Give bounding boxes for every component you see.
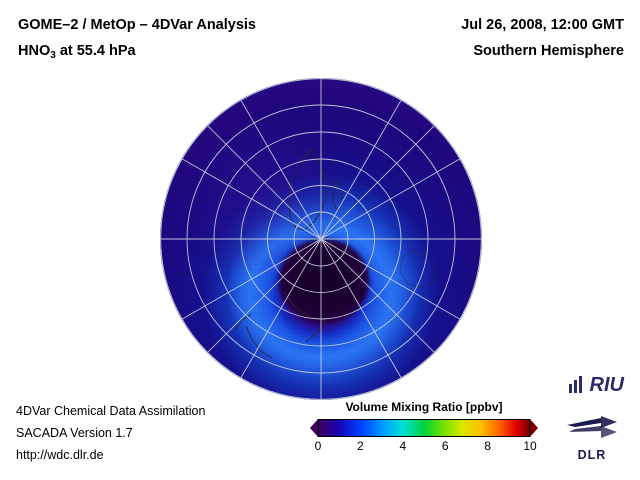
footer-line-1: 4DVar Chemical Data Assimilation [16,404,206,418]
species-level: at 55.4 hPa [55,43,136,59]
graticule-overlay [160,78,482,400]
footer-line-2: SACADA Version 1.7 [16,426,133,440]
colorbar-tick: 8 [484,439,491,453]
figure-title: GOME–2 / MetOp – 4DVar Analysis [18,17,256,33]
species-subscript: 3 [50,50,56,61]
figure-subtitle [18,38,256,69]
colorbar [312,400,536,455]
colorbar-tick: 0 [314,439,322,453]
footer-credits [16,400,205,466]
dlr-logo [560,414,624,462]
footer-url[interactable]: http://wdc.dlr.de [16,448,104,462]
dlr-logo-text: DLR [577,448,607,462]
colorbar-scale [318,419,530,437]
riu-logo-text: RIU [589,374,624,396]
colorbar-tick: 2 [357,439,364,453]
colorbar-ticks [314,439,537,455]
colorbar-tick: 4 [399,439,407,453]
header-left [18,12,256,69]
colorbar-tick: 6 [441,439,449,453]
colorbar-over-arrow-icon [530,419,538,437]
polar-map [160,78,482,400]
colorbar-tick: 10 [523,439,537,453]
dlr-mark-icon [561,414,623,442]
species-name: HNO [18,43,51,59]
colorbar-under-arrow-icon [310,419,318,437]
map-disc [160,78,482,400]
timestamp-label: Jul 26, 2008, 12:00 GMT [461,17,624,33]
colorbar-gradient [318,419,530,437]
colorbar-title: Volume Mixing Ratio [ppbv] [345,400,503,414]
header-right [461,12,624,64]
region-label: Southern Hemisphere [473,43,624,59]
riu-bars-icon [568,375,588,399]
riu-logo [568,374,624,399]
